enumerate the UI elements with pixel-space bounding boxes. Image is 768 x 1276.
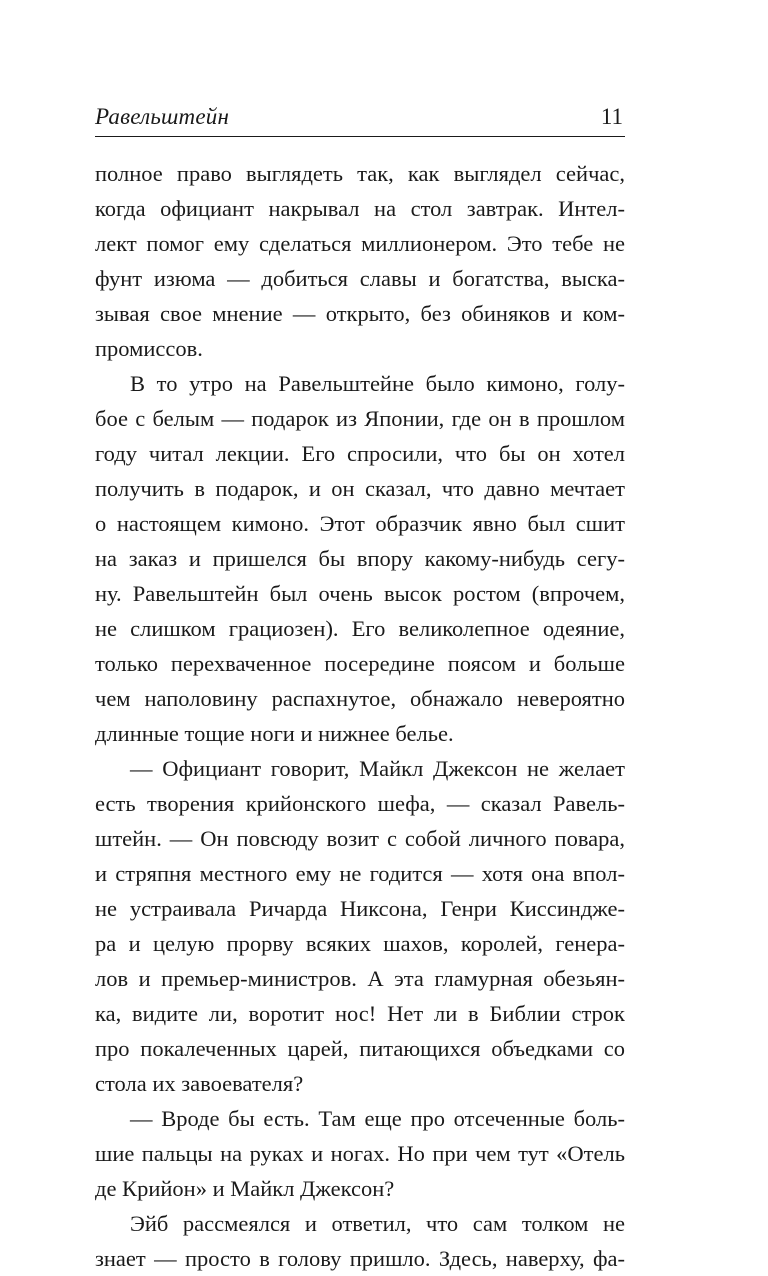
text-line: не слишком грациозен). Его великолепное одеяние, xyxy=(95,616,625,641)
running-title: Равельштейн xyxy=(95,104,230,129)
text-line: когда официант накрывал на стол завтрак. Интел- xyxy=(95,196,625,221)
text-line: фунт изюма — добиться славы и богатства, выска- xyxy=(95,266,625,291)
paragraph xyxy=(95,366,625,751)
text-line: есть творения крийонского шефа, — сказал Равель- xyxy=(95,791,625,816)
running-header xyxy=(95,102,625,137)
text-line: штейн. — Он повсюду возит с собой личного повара, xyxy=(95,826,625,851)
text-line: шие пальцы на руках и ногах. Но при чем тут «Отель xyxy=(95,1141,625,1166)
text-line: — Вроде бы есть. Там еще про отсеченные боль- xyxy=(130,1106,625,1131)
text-line: и стряпня местного ему не годится — хотя она впол- xyxy=(95,861,625,886)
paragraph xyxy=(95,1101,625,1206)
text-line: ка, видите ли, воротит нос! Нет ли в Библии строк xyxy=(95,1001,625,1026)
text-line: полное право выглядеть так, как выглядел сейчас, xyxy=(95,161,625,186)
text-line: чем наполовину распахнутое, обнажало невероятно xyxy=(95,686,625,711)
text-line: длинные тощие ноги и нижнее белье. xyxy=(95,721,454,746)
text-line: промиссов. xyxy=(95,336,203,361)
text-line: В то утро на Равельштейне было кимоно, голу- xyxy=(130,371,625,396)
text-line: лект помог ему сделаться миллионером. Это тебе не xyxy=(95,231,625,256)
text-line: Эйб рассмеялся и ответил, что сам толком не xyxy=(130,1211,625,1236)
text-line: не устраивала Ричарда Никсона, Генри Киссиндже- xyxy=(95,896,625,921)
text-line: знает — просто в голову пришло. Здесь, наверху, фа- xyxy=(95,1246,625,1271)
text-line: на заказ и пришелся бы впору какому-нибудь сегу- xyxy=(95,546,625,571)
text-line: получить в подарок, и он сказал, что давно мечтает xyxy=(95,476,625,501)
body-text xyxy=(95,156,625,1276)
text-line: зывая свое мнение — открыто, без обиняков и ком- xyxy=(95,301,625,326)
text-line: о настоящем кимоно. Этот образчик явно был сшит xyxy=(95,511,625,536)
page-number: 11 xyxy=(600,104,623,129)
paragraph xyxy=(95,751,625,1101)
text-line: про покалеченных царей, питающихся объедками со xyxy=(95,1036,625,1061)
text-line: только перехваченное посередине поясом и больше xyxy=(95,651,625,676)
text-line: году читал лекции. Его спросили, что бы он хотел xyxy=(95,441,625,466)
paragraph xyxy=(95,156,625,366)
text-line: бое с белым — подарок из Японии, где он в прошлом xyxy=(95,406,625,431)
text-line: ну. Равельштейн был очень высок ростом (впрочем, xyxy=(95,581,625,606)
text-line: де Крийон» и Майкл Джексон? xyxy=(95,1176,395,1201)
text-line: стола их завоевателя? xyxy=(95,1071,304,1096)
paragraph xyxy=(95,1206,625,1276)
text-line: лов и премьер-министров. А эта гламурная обезьян- xyxy=(95,966,625,991)
text-line: ра и целую прорву всяких шахов, королей, генера- xyxy=(95,931,625,956)
text-line: — Официант говорит, Майкл Джексон не желает xyxy=(130,756,625,781)
